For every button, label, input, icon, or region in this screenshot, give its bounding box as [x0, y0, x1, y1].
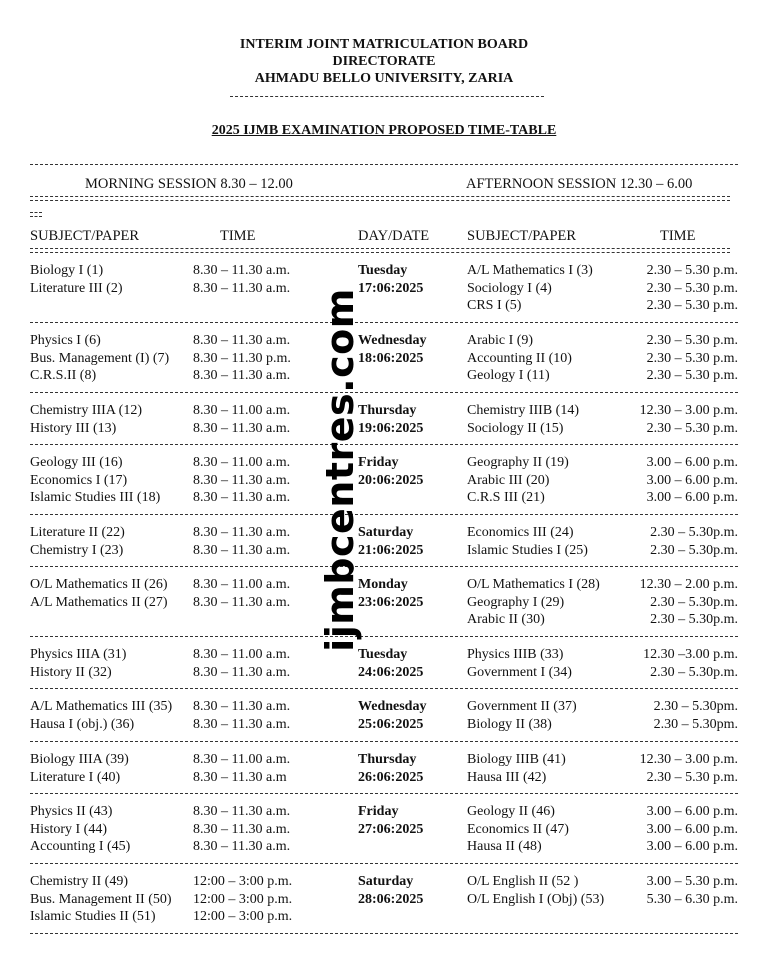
morning-time: 8.30 – 11.00 a.m. [193, 403, 291, 418]
afternoon-subject: A/L Mathematics I (3) [467, 263, 593, 278]
col-day-date: DAY/DATE [358, 228, 430, 244]
afternoon-time: 2.30 – 5.30 p.m. [646, 350, 738, 366]
morning-time: 8.30 – 11.30 a.m. [193, 333, 291, 348]
morning-time: 8.30 – 11.30 a.m [193, 769, 287, 785]
afternoon-time: 3.00 – 5.30 p.m. [646, 874, 738, 889]
morning-subject: A/L Mathematics II (27) [30, 594, 168, 610]
afternoon-time: 2.30 – 5.30p.m. [650, 594, 738, 610]
afternoon-time: 12.30 – 3.00 p.m. [639, 752, 738, 767]
morning-time: 8.30 – 11.30 a.m. [193, 821, 291, 837]
exam-date: 27:06:2025 [358, 821, 424, 837]
morning-subject: Accounting I (45) [30, 839, 131, 854]
exam-day: Monday [358, 577, 408, 592]
exam-date: 25:06:2025 [358, 716, 424, 732]
morning-subject: Chemistry I (23) [30, 542, 124, 558]
exam-date: 28:06:2025 [358, 891, 424, 907]
exam-day: Saturday [358, 525, 414, 540]
afternoon-subject: Accounting II (10) [467, 350, 572, 366]
afternoon-time: 5.30 – 6.30 p.m. [646, 891, 738, 907]
morning-time: 8.30 – 11.30 a.m. [193, 263, 291, 278]
afternoon-subject: Economics II (47) [467, 821, 569, 837]
morning-subject: Biology IIIA (39) [30, 752, 129, 767]
exam-date: 20:06:2025 [358, 472, 424, 488]
page-title: 2025 IJMB EXAMINATION PROPOSED TIME-TABLE [211, 123, 557, 138]
top-divider [30, 164, 738, 165]
afternoon-time: 2.30 – 5.30p.m. [650, 542, 738, 558]
row-divider [30, 741, 738, 742]
row-divider [30, 793, 738, 794]
morning-subject: A/L Mathematics III (35) [30, 699, 173, 714]
col-subject-pm: SUBJECT/PAPER [467, 228, 577, 244]
morning-time: 8.30 – 11.30 a.m. [193, 542, 291, 558]
university: AHMADU BELLO UNIVERSITY, ZARIA [254, 71, 514, 86]
morning-subject: Chemistry II (49) [30, 874, 128, 889]
col-subject-am: SUBJECT/PAPER [30, 228, 140, 244]
morning-subject: Hausa I (obj.) (36) [30, 716, 135, 732]
morning-time: 8.30 – 11.30 a.m. [193, 594, 291, 610]
morning-time: 12:00 – 3:00 p.m. [193, 909, 293, 924]
morning-subject: O/L Mathematics II (26) [30, 577, 168, 592]
row-divider [30, 688, 738, 689]
afternoon-subject: O/L English I (Obj) (53) [467, 891, 605, 907]
afternoon-time: 12.30 – 2.00 p.m. [639, 577, 738, 592]
morning-time: 8.30 – 11.30 a.m. [193, 490, 291, 505]
afternoon-time: 3.00 – 6.00 p.m. [646, 839, 738, 854]
exam-date: 18:06:2025 [358, 350, 424, 366]
morning-subject: Physics IIIA (31) [30, 647, 127, 662]
afternoon-time: 3.00 – 6.00 p.m. [646, 821, 738, 837]
exam-day: Tuesday [358, 647, 408, 662]
exam-day: Saturday [358, 874, 414, 889]
afternoon-time: 2.30 – 5.30pm. [653, 699, 738, 714]
morning-time: 8.30 – 11.30 a.m. [193, 472, 291, 488]
exam-date: 17:06:2025 [358, 280, 424, 296]
row-divider [30, 636, 738, 637]
afternoon-time: 2.30 – 5.30 p.m. [646, 298, 738, 313]
afternoon-subject: Sociology II (15) [467, 420, 564, 436]
exam-date: 23:06:2025 [358, 594, 424, 610]
exam-date: 19:06:2025 [358, 420, 424, 436]
morning-subject: Islamic Studies III (18) [30, 490, 161, 505]
afternoon-time: 2.30 – 5.30 p.m. [646, 420, 738, 436]
exam-day: Wednesday [358, 333, 427, 348]
afternoon-time: 2.30 – 5.30 p.m. [646, 368, 738, 383]
morning-subject: History II (32) [30, 664, 112, 680]
session-divider [30, 196, 730, 201]
morning-subject: Islamic Studies II (51) [30, 909, 156, 924]
afternoon-time: 12.30 –3.00 p.m. [643, 647, 738, 662]
afternoon-subject: Chemistry IIIB (14) [467, 403, 579, 418]
morning-subject: C.R.S.II (8) [30, 368, 97, 383]
afternoon-subject: Government I (34) [467, 664, 572, 680]
morning-subject: Geology III (16) [30, 455, 123, 470]
morning-time: 8.30 – 11.00 a.m. [193, 455, 291, 470]
morning-subject: Biology I (1) [30, 263, 104, 278]
afternoon-subject: Hausa III (42) [467, 769, 547, 785]
morning-time: 8.30 – 11.30 a.m. [193, 280, 291, 296]
afternoon-subject: O/L Mathematics I (28) [467, 577, 600, 592]
afternoon-subject: Geology II (46) [467, 804, 555, 819]
exam-date: 26:06:2025 [358, 769, 424, 785]
row-divider [30, 863, 738, 864]
exam-day: Thursday [358, 403, 417, 418]
col-time-pm: TIME [660, 228, 696, 244]
afternoon-subject: Geology I (11) [467, 368, 550, 383]
col-time-am: TIME [220, 228, 256, 244]
morning-subject: Physics I (6) [30, 333, 101, 348]
session-divider-fragment [30, 212, 42, 217]
afternoon-subject: Hausa II (48) [467, 839, 542, 854]
afternoon-time: 3.00 – 6.00 p.m. [646, 804, 738, 819]
morning-time: 8.30 – 11.30 a.m. [193, 699, 291, 714]
afternoon-subject: Islamic Studies I (25) [467, 542, 588, 558]
afternoon-subject: Sociology I (4) [467, 280, 552, 296]
morning-subject: Bus. Management II (50) [30, 891, 172, 907]
exam-day: Wednesday [358, 699, 427, 714]
morning-time: 8.30 – 11.00 a.m. [193, 577, 291, 592]
afternoon-subject: Arabic I (9) [467, 333, 534, 348]
afternoon-subject: Biology IIIB (41) [467, 752, 566, 767]
afternoon-time: 2.30 – 5.30pm. [653, 716, 738, 732]
exam-day: Friday [358, 804, 399, 819]
afternoon-subject: Economics III (24) [467, 525, 574, 540]
afternoon-time: 3.00 – 6.00 p.m. [646, 472, 738, 488]
afternoon-time: 2.30 – 5.30p.m. [650, 612, 738, 627]
header-divider [230, 96, 544, 97]
exam-day: Tuesday [358, 263, 408, 278]
morning-subject: History III (13) [30, 420, 117, 436]
morning-time: 8.30 – 11.30 p.m. [193, 350, 291, 366]
row-divider [30, 392, 738, 393]
afternoon-subject: O/L English II (52 ) [467, 874, 579, 889]
afternoon-subject: Geography II (19) [467, 455, 569, 470]
afternoon-time: 2.30 – 5.30 p.m. [646, 333, 738, 348]
exam-day: Friday [358, 455, 399, 470]
morning-subject: Chemistry IIIA (12) [30, 403, 142, 418]
morning-subject: Bus. Management (I) (7) [30, 350, 170, 366]
exam-date: 24:06:2025 [358, 664, 424, 680]
afternoon-time: 2.30 – 5.30 p.m. [646, 769, 738, 785]
afternoon-subject: Geography I (29) [467, 594, 565, 610]
morning-subject: Economics I (17) [30, 472, 128, 488]
morning-time: 12:00 – 3:00 p.m. [193, 891, 293, 907]
afternoon-time: 3.00 – 6.00 p.m. [646, 455, 738, 470]
morning-time: 8.30 – 11.00 a.m. [193, 647, 291, 662]
board-name: INTERIM JOINT MATRICULATION BOARD [239, 37, 529, 52]
morning-time: 8.30 – 11.30 a.m. [193, 804, 291, 819]
morning-time: 8.30 – 11.30 a.m. [193, 525, 291, 540]
row-divider [30, 322, 738, 323]
row-divider [30, 514, 738, 515]
row-divider [30, 566, 738, 567]
morning-time: 8.30 – 11.30 a.m. [193, 839, 291, 854]
afternoon-subject: Physics IIIB (33) [467, 647, 564, 662]
morning-time: 12:00 – 3:00 p.m. [193, 874, 293, 889]
afternoon-subject: C.R.S III (21) [467, 490, 545, 505]
morning-subject: History I (44) [30, 821, 107, 837]
morning-subject: Literature III (2) [30, 280, 123, 296]
morning-subject: Literature II (22) [30, 525, 125, 540]
morning-subject: Literature I (40) [30, 769, 121, 785]
afternoon-session-label: AFTERNOON SESSION 12.30 – 6.00 [466, 176, 693, 192]
morning-time: 8.30 – 11.00 a.m. [193, 752, 291, 767]
exam-day: Thursday [358, 752, 417, 767]
morning-time: 8.30 – 11.30 a.m. [193, 664, 291, 680]
afternoon-time: 2.30 – 5.30 p.m. [646, 280, 738, 296]
morning-time: 8.30 – 11.30 a.m. [193, 420, 291, 436]
directorate: DIRECTORATE [332, 54, 436, 69]
morning-time: 8.30 – 11.30 a.m. [193, 716, 291, 732]
morning-session-label: MORNING SESSION 8.30 – 12.00 [85, 176, 293, 192]
watermark: ijmbcentres.com [318, 288, 362, 652]
afternoon-subject: Arabic III (20) [467, 472, 550, 488]
afternoon-time: 2.30 – 5.30p.m. [650, 525, 738, 540]
row-divider [30, 933, 738, 934]
row-divider [30, 444, 738, 445]
afternoon-time: 12.30 – 3.00 p.m. [639, 403, 738, 418]
afternoon-subject: CRS I (5) [467, 298, 522, 313]
afternoon-subject: Biology II (38) [467, 716, 552, 732]
afternoon-time: 3.00 – 6.00 p.m. [646, 490, 738, 505]
afternoon-time: 2.30 – 5.30 p.m. [646, 263, 738, 278]
morning-time: 8.30 – 11.30 a.m. [193, 368, 291, 383]
afternoon-subject: Arabic II (30) [467, 612, 545, 627]
afternoon-time: 2.30 – 5.30p.m. [650, 664, 738, 680]
afternoon-subject: Government II (37) [467, 699, 577, 714]
morning-subject: Physics II (43) [30, 804, 113, 819]
column-header-divider [30, 248, 730, 253]
exam-date: 21:06:2025 [358, 542, 424, 558]
